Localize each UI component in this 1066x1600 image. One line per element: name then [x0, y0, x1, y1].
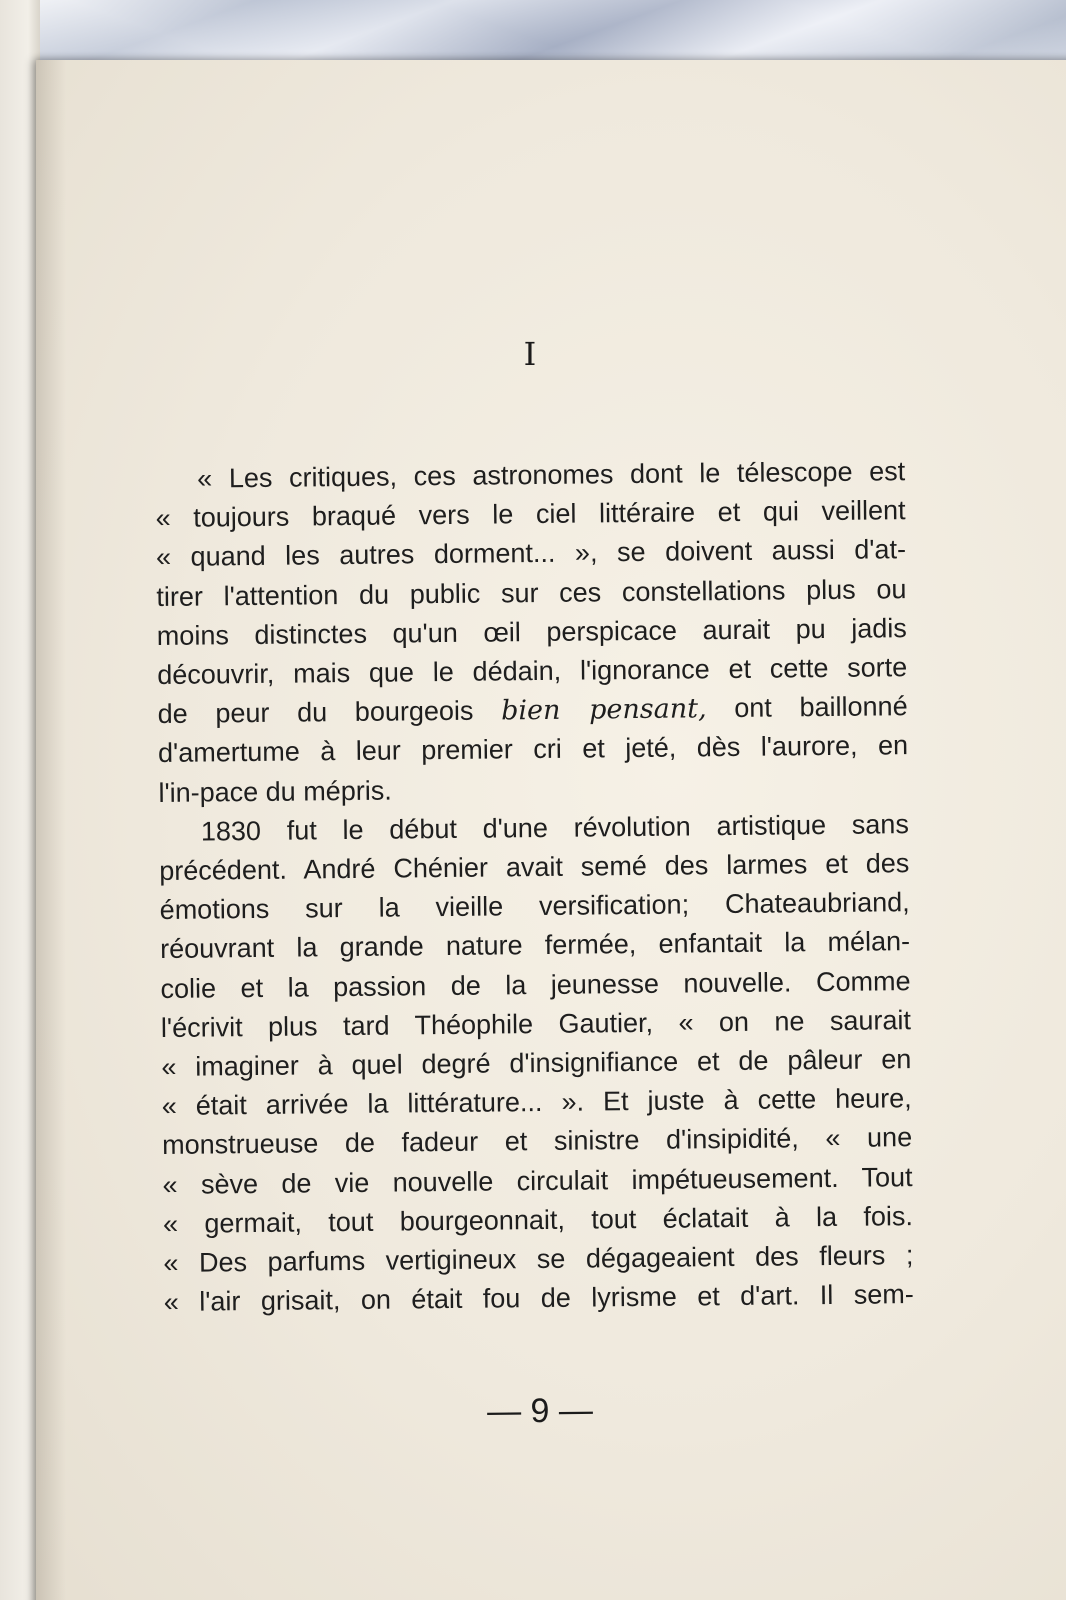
text-line [164, 1275, 914, 1322]
chapter-number: I [523, 335, 537, 373]
text-segment: monstrueuse de fadeur et sinistre d'insipidité, « une [162, 1122, 913, 1161]
text-segment: « l'air grisait, on était fou de lyrisme et d'art. Il sem- [163, 1279, 914, 1318]
text-segment: de peur du bourgeois [157, 695, 502, 730]
text-segment: « germait, tout bourgeonnait, tout éclatait à la fois. [162, 1200, 914, 1239]
text-segment: « était arrivée la littérature... ». Et juste à cette heure, [161, 1083, 912, 1122]
italic-segment: bien pensant, [500, 693, 707, 727]
text-line [158, 727, 908, 774]
text-segment: moins distinctes qu'un œil perspicace aurait pu jadis [156, 612, 907, 651]
text-segment: d'amertume à leur premier cri et jeté, dès l'aurore, en [157, 730, 909, 769]
text-segment: « quand les autres dorment... », se doivent aussi d'at- [155, 534, 907, 573]
text-segment: « Les critiques, ces astronomes dont le télescope est [197, 456, 906, 494]
body-text [155, 452, 914, 1322]
text-segment: découvrir, mais que le dédain, l'ignorance et cette sorte [157, 652, 908, 691]
text-segment: tirer l'attention du public sur ces constellations plus ou [156, 573, 907, 612]
text-segment: l'écrivit plus tard Théophile Gautier, « on ne saurait [160, 1004, 912, 1043]
text-segment: 1830 fut le début d'une révolution artistique sans [200, 808, 910, 847]
text-segment: l'in-pace du mépris. [158, 775, 392, 808]
page-edge-shadow [36, 60, 66, 1600]
text-segment: réouvrant la grande nature fermée, enfantait la mélan- [159, 926, 911, 965]
text-segment: « Des parfums vertigineux se dégageaient des fleurs ; [163, 1240, 914, 1279]
text-segment: colie et la passion de la jeunesse nouvelle. Comme [160, 965, 911, 1004]
text-segment: émotions sur la vieille versification; Chateaubriand, [159, 887, 910, 926]
text-segment: « imaginer à quel degré d'insignifiance et de pâleur en [161, 1044, 912, 1083]
text-segment: « toujours braqué vers le ciel littéraire et qui veillent [155, 495, 906, 534]
text-segment: précédent. André Chénier avait semé des larmes et des [159, 848, 910, 887]
text-segment: « sève de vie nouvelle circulait impétueusement. Tout [162, 1161, 913, 1200]
page-number: — 9 — [486, 1391, 594, 1431]
underlying-page [0, 0, 40, 1600]
text-segment: ont baillonné [706, 691, 908, 724]
